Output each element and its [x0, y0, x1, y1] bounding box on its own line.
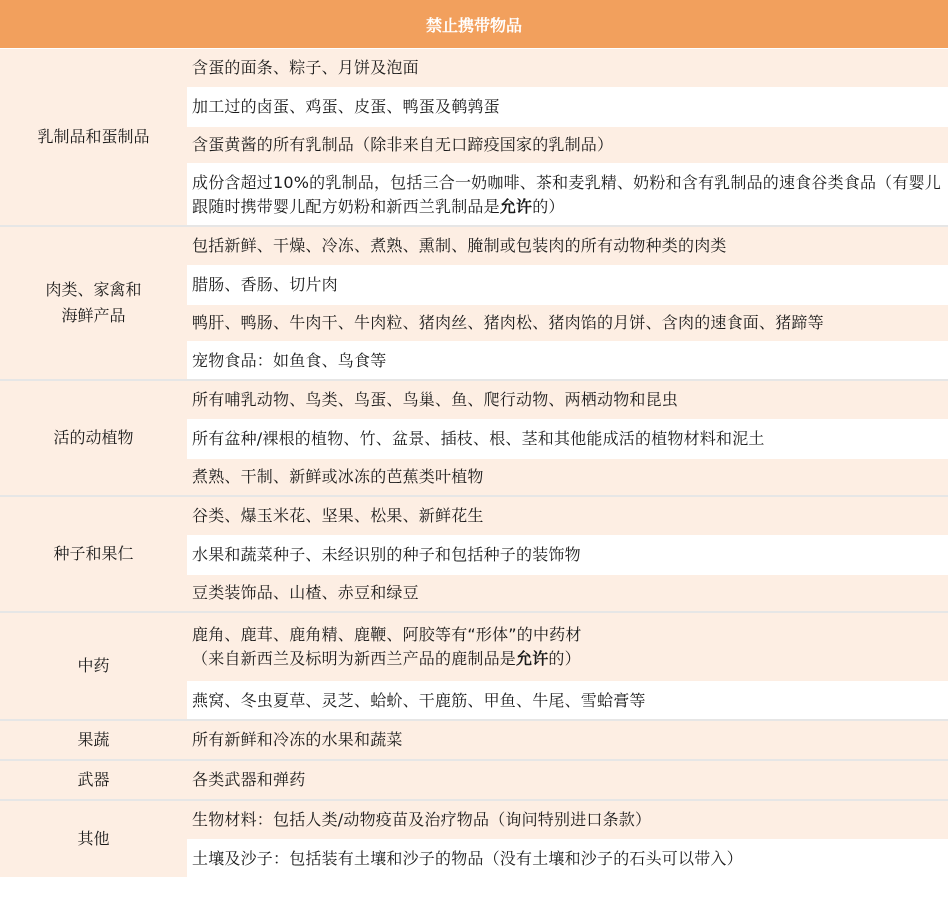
- item-text: 含蛋的面条、粽子、月饼及泡面: [192, 58, 419, 77]
- item-text: 鹿角、鹿茸、鹿角精、鹿鞭、阿胶等有“形体”的中药材 （来自新西兰及标明为新西兰产品的鹿制品是允许的）: [192, 625, 582, 668]
- item-row: [187, 761, 948, 799]
- item-text: 谷类、爆玉米花、坚果、松果、新鲜花生: [192, 506, 484, 525]
- item-text: 煮熟、干制、新鲜或冰冻的芭蕉类叶植物: [192, 467, 484, 486]
- category-label: 中药: [0, 613, 187, 719]
- item-row: [187, 163, 948, 225]
- item-text: 含蛋黄酱的所有乳制品（除非来自无口蹄疫国家的乳制品）: [192, 135, 614, 154]
- item-text: 豆类装饰品、山楂、赤豆和绿豆: [192, 583, 419, 602]
- category-group: [0, 611, 948, 719]
- item-text: 生物材料：包括人类/动物疫苗及治疗物品（询问特别进口条款）: [192, 810, 652, 829]
- item-list: [187, 761, 948, 799]
- item-emphasis: 允许: [516, 649, 549, 668]
- item-row: [187, 87, 948, 125]
- item-row: [187, 839, 948, 877]
- category-group: [0, 379, 948, 495]
- item-row: [187, 227, 948, 265]
- item-row: [187, 497, 948, 535]
- category-group: [0, 799, 948, 877]
- category-label: 活的动植物: [0, 381, 187, 495]
- item-row: [187, 535, 948, 573]
- item-list: [187, 497, 948, 611]
- table-title: 禁止携带物品: [425, 15, 522, 35]
- item-row: [187, 49, 948, 87]
- item-emphasis: 允许: [499, 197, 533, 216]
- category-group: [0, 759, 948, 799]
- item-text: 成份含超过10%的乳制品，包括三合一奶咖啡、茶和麦乳精、奶粉和含有乳制品的速食谷类食品（有婴儿跟随时携带婴儿配方奶粉和新西兰乳制品是允许的）: [192, 173, 941, 216]
- item-list: [187, 49, 948, 225]
- item-text: 所有盆种/裸根的植物、竹、盆景、插枝、根、茎和其他能成活的植物材料和泥土: [192, 429, 765, 448]
- category-group: [0, 225, 948, 379]
- item-list: [187, 381, 948, 495]
- item-row: [187, 341, 948, 379]
- item-row: [187, 721, 948, 759]
- item-list: [187, 613, 948, 719]
- category-group: [0, 719, 948, 759]
- table-header: [0, 0, 948, 49]
- item-text: 土壤及沙子：包括装有土壤和沙子的物品（没有土壤和沙子的石头可以带入）: [192, 849, 743, 868]
- item-text: 燕窝、冬虫夏草、灵芝、蛤蚧、干鹿筋、甲鱼、牛尾、雪蛤膏等: [192, 691, 646, 710]
- category-label: 种子和果仁: [0, 497, 187, 611]
- item-text: 所有新鲜和冷冻的水果和蔬菜: [192, 730, 403, 749]
- item-list: [187, 227, 948, 379]
- item-text: 加工过的卤蛋、鸡蛋、皮蛋、鸭蛋及鹌鹑蛋: [192, 97, 500, 116]
- item-list: [187, 801, 948, 877]
- item-text: 腊肠、香肠、切片肉: [192, 275, 338, 294]
- item-row: [187, 125, 948, 163]
- item-row: [187, 801, 948, 839]
- category-label: 肉类、家禽和海鲜产品: [0, 227, 187, 379]
- item-list: [187, 721, 948, 759]
- item-text: 宠物食品：如鱼食、鸟食等: [192, 351, 387, 370]
- item-row: [187, 613, 948, 681]
- item-row: [187, 419, 948, 457]
- category-group: [0, 495, 948, 611]
- item-row: [187, 457, 948, 495]
- item-row: [187, 303, 948, 341]
- item-row: [187, 681, 948, 719]
- category-label: 武器: [0, 761, 187, 799]
- item-text: 包括新鲜、干燥、冷冻、煮熟、熏制、腌制或包装肉的所有动物种类的肉类: [192, 236, 727, 255]
- item-row: [187, 381, 948, 419]
- item-text: 各类武器和弹药: [192, 770, 306, 789]
- category-group: [0, 49, 948, 225]
- item-row: [187, 573, 948, 611]
- category-label: 其他: [0, 801, 187, 877]
- category-label: 乳制品和蛋制品: [0, 49, 187, 225]
- item-row: [187, 265, 948, 303]
- item-text: 所有哺乳动物、鸟类、鸟蛋、鸟巢、鱼、爬行动物、两栖动物和昆虫: [192, 390, 679, 409]
- category-label: 果蔬: [0, 721, 187, 759]
- item-text: 水果和蔬菜种子、未经识别的种子和包括种子的装饰物: [192, 545, 581, 564]
- item-text: 鸭肝、鸭肠、牛肉干、牛肉粒、猪肉丝、猪肉松、猪肉馅的月饼、含肉的速食面、猪蹄等: [192, 313, 824, 332]
- table-body: [0, 49, 948, 877]
